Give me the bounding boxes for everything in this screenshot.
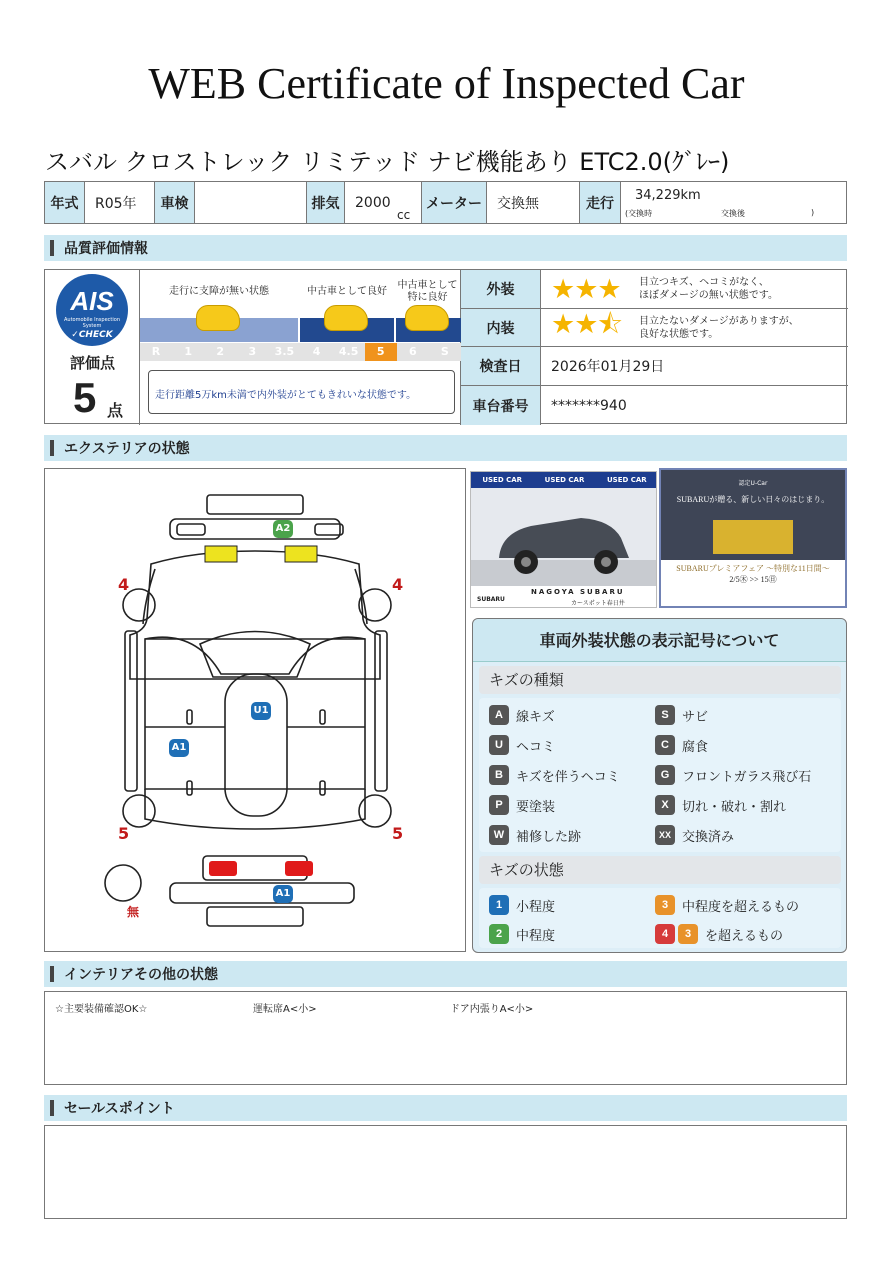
- displacement-label: 排気: [307, 182, 345, 223]
- legend-label: 補修した跡: [516, 829, 582, 845]
- legend-key: P: [489, 795, 509, 815]
- ais-check-text: CHECK: [78, 330, 113, 340]
- displacement-number: 2000: [355, 194, 391, 211]
- legend-key: U: [489, 735, 509, 755]
- mileage-note-b: 交換後: [721, 209, 745, 218]
- section-exterior: エクステリアの状態: [44, 435, 847, 461]
- dealer-sub: カースポット春日井: [571, 600, 625, 607]
- legend-type: [655, 825, 734, 845]
- used-car-banner: [471, 472, 657, 488]
- date-label: 検査日: [461, 347, 541, 385]
- interior-stars: ★★⯪: [551, 308, 622, 340]
- legend-label: 腐食: [682, 739, 709, 755]
- mileage-note-c: ): [811, 208, 815, 217]
- taillight-left: [209, 861, 237, 876]
- legend-type: [489, 735, 555, 755]
- meter-value: 交換無: [487, 182, 580, 223]
- meter-label: メーター: [422, 182, 487, 223]
- headlight-right: [285, 546, 317, 562]
- mileage-note-a: (交換時: [625, 209, 653, 218]
- legend-label: 中程度を超えるもの: [682, 899, 800, 915]
- tick: 4: [312, 345, 321, 358]
- exterior-label: 外装: [461, 270, 541, 308]
- shaken-label: 車検: [155, 182, 195, 223]
- legend-state: [655, 895, 799, 915]
- promo-small: 認定U-Car: [738, 480, 768, 487]
- car-icon: [324, 305, 368, 331]
- vin-label: 車台番号: [461, 386, 541, 425]
- tick: 2: [216, 345, 225, 358]
- grade-ticks: [140, 343, 461, 361]
- damage-mark: A1: [169, 739, 189, 757]
- tick: 3: [248, 345, 257, 358]
- legend-key: 2: [489, 924, 509, 944]
- banner-text: USED CAR: [482, 476, 523, 484]
- exterior-value: [541, 270, 778, 308]
- section-interior: インテリアその他の状態: [44, 961, 847, 987]
- shaken-value: [195, 182, 307, 223]
- legend-type: [655, 735, 708, 755]
- ais-logo-text: AIS: [70, 286, 114, 316]
- legend-label: 中程度: [516, 928, 556, 944]
- legend-state: [489, 924, 555, 944]
- tick: 1: [184, 345, 192, 358]
- legend-type: [655, 765, 811, 785]
- legend-label: 線キズ: [516, 709, 555, 725]
- ais-logo: [56, 274, 128, 346]
- exterior-desc: [635, 276, 778, 302]
- dealer-footer: [471, 586, 657, 608]
- mileage-number: 34,229km: [635, 188, 701, 203]
- legend-state: [655, 924, 783, 944]
- legend-label: 要塗装: [516, 799, 556, 815]
- legend-key: B: [489, 765, 509, 785]
- scale-note: 走行距離5万km未満で内外装がとてもきれいな状態です。: [148, 370, 455, 414]
- car-icon: [405, 305, 449, 331]
- promo-fair: SUBARUプレミアフェア ～特別な11日間～: [676, 564, 830, 573]
- legend-key: S: [655, 705, 675, 725]
- tire-rear-right: 5: [392, 824, 404, 843]
- legend-key: XX: [655, 825, 675, 845]
- interior-desc: [635, 315, 799, 341]
- score-unit: 点: [107, 401, 124, 420]
- dealer-photo: [470, 471, 657, 608]
- vin-value: *******940: [551, 397, 627, 414]
- dealer-name: NAGOYA SUBARU: [531, 588, 625, 596]
- car-name: スバル クロストレック リミテッド ナビ機能あり ETC2.0(ｸﾞﾚｰ): [45, 148, 730, 176]
- legend-key: A: [489, 705, 509, 725]
- legend-panel: [472, 618, 847, 953]
- tick-selected: 5: [365, 343, 397, 361]
- scale-label-b: 中古車として良好: [307, 286, 387, 297]
- tick: R: [151, 345, 161, 358]
- section-quality: 品質評価情報: [44, 235, 847, 261]
- displacement-value: [345, 182, 422, 223]
- legend-label: キズを伴うヘコミ: [516, 769, 620, 785]
- section-sales: セールスポイント: [44, 1095, 847, 1121]
- ais-check: [56, 330, 128, 340]
- legend-key: 3: [655, 895, 675, 915]
- legend-type: [489, 765, 620, 785]
- exterior-desc-1: 目立つキズ、ヘコミがなく、: [639, 277, 769, 288]
- exterior-row: [461, 270, 848, 309]
- interior-value: [541, 309, 799, 346]
- evaluation-panel: [44, 269, 847, 424]
- legend-type: [655, 705, 708, 725]
- score-value: 5: [73, 374, 97, 421]
- legend-key: 1: [489, 895, 509, 915]
- damage-mark: A1: [273, 885, 293, 903]
- page-title: WEB Certificate of Inspected Car: [148, 59, 745, 108]
- check-icon: ✓: [71, 330, 79, 340]
- legend-key: G: [655, 765, 675, 785]
- mileage-label: 走行: [580, 182, 621, 223]
- tire-rear-left: 5: [118, 824, 130, 843]
- legend-label: フロントガラス飛び石: [682, 769, 812, 785]
- legend-states-title: キズの状態: [479, 856, 841, 884]
- car-diagram: [44, 468, 466, 952]
- displacement-unit: cc: [397, 208, 411, 222]
- score-label: 評価点: [69, 354, 115, 372]
- legend-type: [489, 795, 555, 815]
- tire-front-right: 4: [392, 575, 404, 594]
- promo-headline: SUBARUが贈る、新しい日々のはじまり。: [676, 495, 830, 504]
- banner-text: USED CAR: [606, 476, 647, 484]
- evaluation-table: [461, 270, 848, 425]
- interior-box: [44, 991, 847, 1085]
- gift-box-icon: [713, 520, 793, 554]
- exterior-stars: ★★★: [551, 273, 621, 305]
- ais-block: [45, 270, 140, 425]
- scale-label-c2: 特に良好: [407, 291, 448, 303]
- interior-item: ☆主要装備確認OK☆: [55, 1004, 148, 1015]
- interior-row: [461, 309, 848, 347]
- promo-banner: [659, 468, 847, 608]
- year-label: 年式: [45, 182, 85, 223]
- legend-type: [489, 825, 581, 845]
- tick: 4.5: [338, 345, 359, 358]
- brand-text: SUBARU: [477, 596, 505, 603]
- spare-tire: 無: [127, 905, 140, 919]
- legend-label: サビ: [682, 709, 709, 725]
- ais-logo-small: Automobile Inspection System: [64, 317, 120, 329]
- legend-types-title: キズの種類: [479, 666, 841, 694]
- legend-key: X: [655, 795, 675, 815]
- scale-label-a: 走行に支障が無い状態: [169, 286, 269, 297]
- date-row: [461, 347, 848, 386]
- promo-date: 2/5㊍ >> 15㊐: [729, 575, 777, 584]
- headlight-left: [205, 546, 237, 562]
- grade-scale: [140, 270, 461, 425]
- legend-title: 車両外装状態の表示記号について: [473, 619, 846, 662]
- banner-text: USED CAR: [544, 476, 585, 484]
- interior-desc-1: 目立たないダメージがありますが、: [639, 315, 799, 327]
- scale-label-c: [394, 280, 461, 303]
- spec-table: [44, 181, 847, 224]
- legend-key: W: [489, 825, 509, 845]
- interior-label: 内装: [461, 309, 541, 346]
- interior-item: ドア内張りA<小>: [450, 1004, 534, 1015]
- damage-mark: U1: [251, 702, 271, 720]
- legend-label: 小程度: [516, 899, 556, 915]
- scale-label-c1: 中古車として: [397, 280, 458, 291]
- tick: S: [440, 345, 449, 358]
- legend-label: ヘコミ: [516, 739, 556, 755]
- tick: 6: [408, 345, 417, 358]
- legend-label: を超えるもの: [705, 928, 784, 944]
- interior-desc-2: 良好な状態です。: [639, 328, 719, 340]
- taillight-right: [285, 861, 313, 876]
- legend-key: C: [655, 735, 675, 755]
- damage-mark: A2: [273, 520, 293, 538]
- legend-type: [655, 795, 786, 815]
- legend-label: 切れ・破れ・割れ: [682, 799, 787, 815]
- interior-item: 運転席A<小>: [253, 1004, 317, 1015]
- tick: 3.5: [274, 345, 295, 358]
- legend-key: 4: [655, 924, 675, 944]
- legend-type: [489, 705, 555, 725]
- date-value: 2026年01月29日: [551, 359, 665, 375]
- sales-box: [44, 1125, 847, 1219]
- tire-front-left: 4: [118, 575, 130, 594]
- year-value: R05年: [85, 182, 155, 223]
- car-icon: [196, 305, 240, 331]
- car-photo: [471, 488, 657, 588]
- mileage-value: [621, 182, 846, 223]
- legend-key: 3: [678, 924, 698, 944]
- legend-state: [489, 895, 555, 915]
- vin-row: [461, 386, 848, 425]
- exterior-desc-2: ほぼダメージの無い状態です。: [639, 290, 778, 301]
- legend-label: 交換済み: [682, 829, 735, 845]
